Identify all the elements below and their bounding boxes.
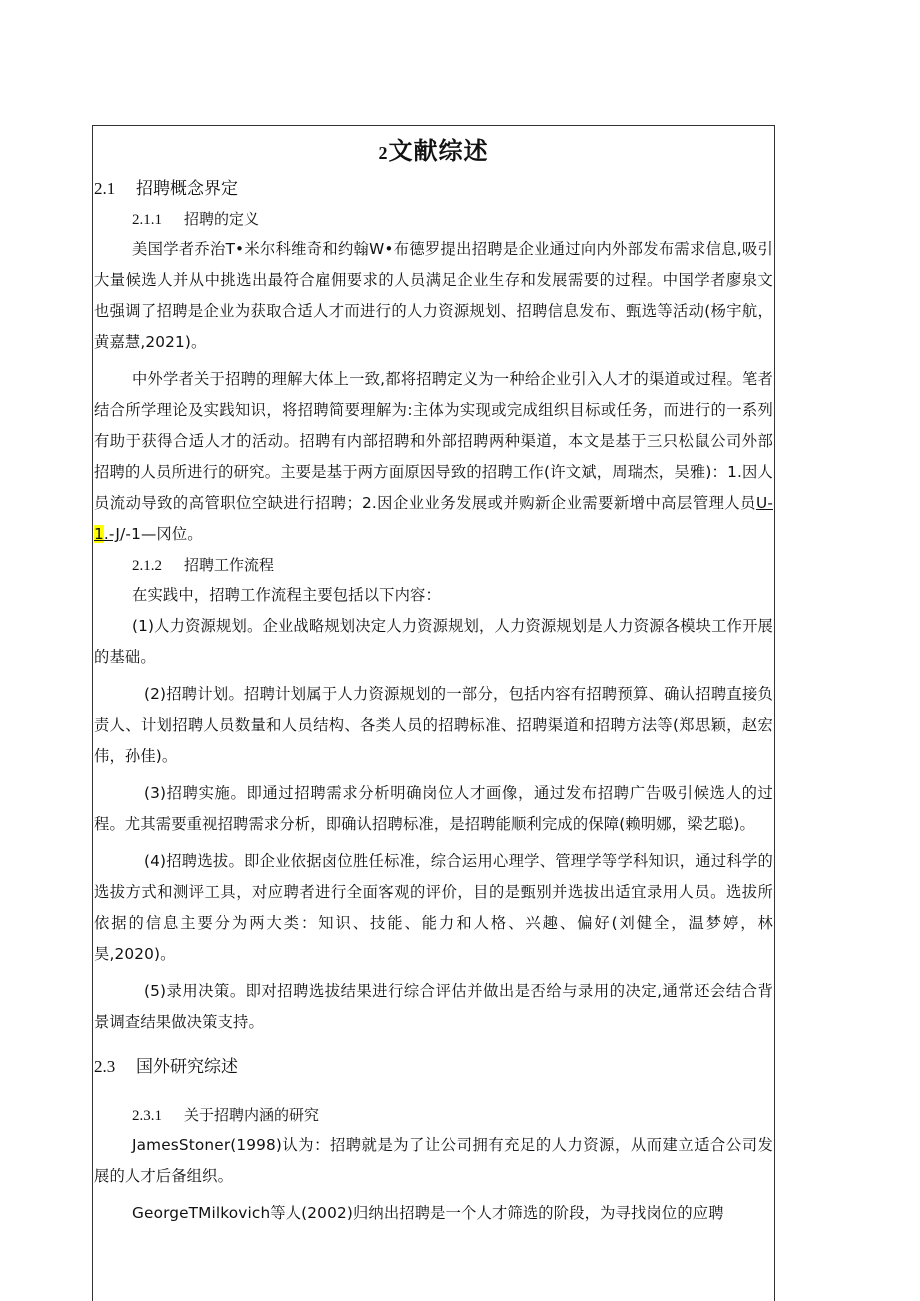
underlined-text: .-J: [103, 525, 121, 543]
section-title: 招聘概念界定: [136, 179, 238, 199]
underlined-text: U-: [755, 494, 773, 512]
chapter-number: 2: [378, 143, 389, 163]
highlighted-text: 1: [94, 525, 104, 543]
paragraph-process-intro: 在实践中，招聘工作流程主要包括以下内容：: [132, 586, 441, 604]
section-heading-2-1: [94, 174, 773, 204]
section-title: 国外研究综述: [136, 1057, 238, 1077]
paragraph-step-3: (3)招聘实施。即通过招聘需求分析明确岗位人才画像，通过发布招聘广告吸引候选人的过程。尤其需要重视招聘需求分析，即确认招聘标准，是招聘能顺利完成的保障(赖明娜，梁艺聪)。: [94, 784, 773, 833]
section-heading-2-3-1: [132, 1100, 773, 1130]
section-title: 关于招聘内涵的研究: [184, 1106, 320, 1124]
section-heading-2-3: [94, 1050, 773, 1084]
paragraph-step-5: (5)录用决策。即对招聘选拔结果进行综合评估并做出是否给与录用的决定,通常还会结合背景调查结果做决策支持。: [94, 982, 773, 1031]
paragraph-james-stoner: JamesStoner(1998)认为：招聘就是为了让公司拥有充足的人力资源，从而建立适合公司发展的人才后备组织。: [94, 1136, 773, 1185]
section-heading-2-1-2: [132, 550, 773, 580]
paragraph-definition: 美国学者乔治T•米尔科维奇和约翰W•布德罗提出招聘是企业通过向内外部发布需求信息,吸引大量候选人并从中挑选出最符合雇佣要求的人员满足企业生存和发展需要的过程。中国学者廖泉文也强调了招聘是企业为获取合适人才而进行的人力资源规划、招聘信息发布、甄选等活动(杨宇航，黄嘉慧,2021)。: [94, 240, 773, 351]
section-number: 2.1.2: [132, 558, 162, 574]
section-number: 2.1.1: [132, 212, 162, 228]
chapter-title-text: 文献综述: [388, 137, 489, 165]
section-heading-2-1-1: [132, 204, 773, 234]
section-number: 2.1: [94, 179, 116, 198]
document-body: [94, 128, 773, 1229]
section-number: 2.3: [94, 1057, 116, 1076]
paragraph-step-4: (4)招聘选拔。即企业依据卤位胜任标准，综合运用心理学、管理学等学科知识，通过科学的选拔方式和测评工具，对应聘者进行全面客观的评价，目的是甄别并选拔出适宜录用人员。选拔所依据的信息主要分为两大类：知识、技能、能力和人格、兴趣、偏好(刘健全，温梦婷，林昊,2020)。: [94, 852, 773, 963]
paragraph-step-1: (1)人力资源规划。企业战略规划决定人力资源规划，人力资源规划是人力资源各模块工作开展的基础。: [94, 617, 773, 666]
paragraph-text: 中外学者关于招聘的理解大体上一致,都将招聘定义为一种给企业引入人才的渠道或过程。笔者结合所学理论及实践知识，将招聘简要理解为:主体为实现或完成组织目标或任务，而进行的一系列有助于获得合适人才的活动。招聘有内部招聘和外部招聘两种渠道，本文是基于三只松鼠公司外部招聘的人员所进行的研究。主要是基于两方面原因导致的招聘工作(许文斌，周瑞杰，吴雅)：1.因人员流动导致的高管职位空缺进行招聘；2.因企业业务发展或并购新企业需要新增中高层管理人员: [94, 370, 773, 512]
chapter-title: [94, 128, 773, 174]
paragraph-milkovich: GeorgeTMilkovich等人(2002)归纳出招聘是一个人才筛选的阶段，为寻找岗位的应聘: [132, 1204, 724, 1222]
section-title: 招聘工作流程: [184, 556, 275, 574]
paragraph-understanding: [94, 364, 773, 550]
paragraph-step-2: (2)招聘计划。招聘计划属于人力资源规划的一部分，包括内容有招聘预算、确认招聘直接负责人、计划招聘人员数量和人员结构、各类人员的招聘标准、招聘渠道和招聘方法等(郑思颖，赵宏伟，孙佳)。: [94, 685, 773, 765]
section-number: 2.3.1: [132, 1108, 162, 1124]
section-title: 招聘的定义: [184, 210, 260, 228]
paragraph-text: /-1—冈位。: [120, 525, 203, 543]
